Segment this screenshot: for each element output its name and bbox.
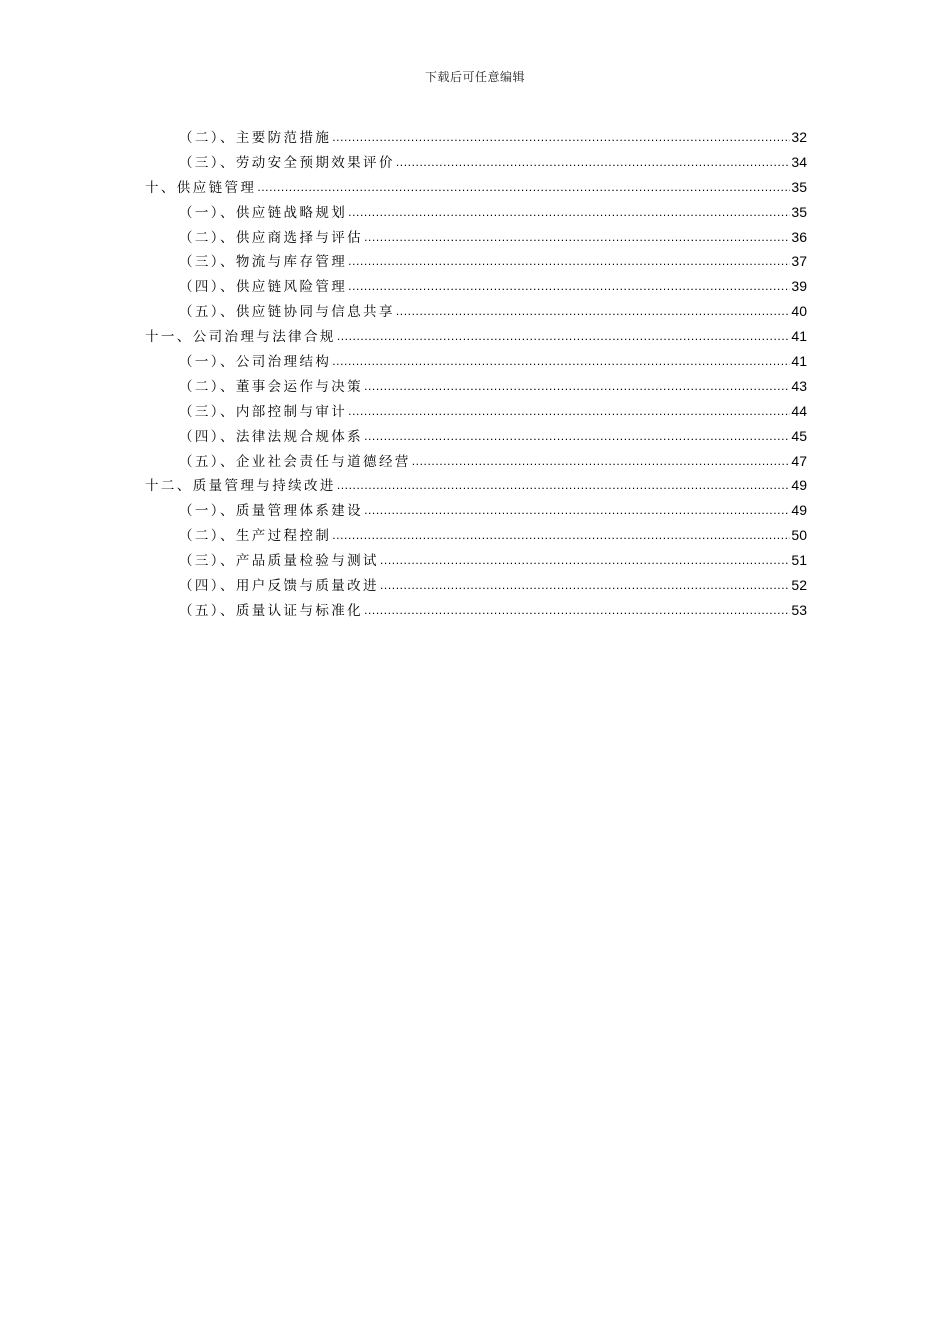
toc-section-entry[interactable] bbox=[145, 299, 807, 324]
toc-entry-page-number: 41 bbox=[791, 353, 807, 370]
table-of-contents bbox=[145, 125, 807, 623]
toc-dot-leader bbox=[332, 125, 790, 150]
toc-entry-page-number: 51 bbox=[791, 552, 807, 569]
toc-entry-page-number: 39 bbox=[791, 278, 807, 295]
toc-dot-leader bbox=[337, 473, 791, 498]
toc-section-entry[interactable] bbox=[145, 449, 807, 474]
toc-dot-leader bbox=[380, 548, 790, 573]
toc-entry-title: （一）、供应链战略规划 bbox=[179, 204, 348, 221]
toc-section-entry[interactable] bbox=[145, 523, 807, 548]
toc-entry-title: 十一、公司治理与法律合规 bbox=[145, 329, 336, 346]
toc-entry-page-number: 49 bbox=[791, 502, 807, 519]
toc-section-entry[interactable] bbox=[145, 249, 807, 274]
toc-entry-title: （二）、董事会运作与决策 bbox=[179, 378, 364, 395]
toc-dot-leader bbox=[257, 175, 790, 200]
toc-entry-page-number: 47 bbox=[791, 452, 807, 469]
toc-dot-leader bbox=[364, 598, 790, 623]
toc-entry-title: （一）、质量管理体系建设 bbox=[179, 503, 364, 520]
toc-entry-page-number: 43 bbox=[791, 377, 807, 394]
toc-chapter-entry[interactable] bbox=[145, 175, 807, 200]
toc-entry-title: （二）、供应商选择与评估 bbox=[179, 229, 364, 246]
toc-section-entry[interactable] bbox=[145, 200, 807, 225]
toc-section-entry[interactable] bbox=[145, 598, 807, 623]
toc-section-entry[interactable] bbox=[145, 374, 807, 399]
toc-entry-title: （三）、内部控制与审计 bbox=[179, 403, 348, 420]
toc-entry-title: （四）、用户反馈与质量改进 bbox=[179, 578, 379, 595]
toc-section-entry[interactable] bbox=[145, 498, 807, 523]
toc-entry-title: 十、供应链管理 bbox=[145, 179, 257, 196]
toc-entry-title: （四）、供应链风险管理 bbox=[179, 279, 348, 296]
toc-entry-page-number: 35 bbox=[791, 178, 807, 195]
toc-entry-title: （三）、物流与库存管理 bbox=[179, 254, 348, 271]
toc-entry-page-number: 50 bbox=[791, 527, 807, 544]
toc-section-entry[interactable] bbox=[145, 225, 807, 250]
toc-dot-leader bbox=[364, 498, 790, 523]
toc-section-entry[interactable] bbox=[145, 573, 807, 598]
toc-entry-page-number: 32 bbox=[791, 129, 807, 145]
toc-entry-page-number: 35 bbox=[791, 203, 807, 220]
toc-dot-leader bbox=[348, 200, 790, 225]
toc-entry-page-number: 34 bbox=[791, 153, 807, 170]
toc-dot-leader bbox=[337, 324, 791, 349]
toc-dot-leader bbox=[396, 150, 791, 175]
page-header: 下载后可任意编辑 bbox=[424, 70, 525, 84]
toc-entry-title: （五）、质量认证与标准化 bbox=[179, 602, 364, 619]
toc-entry-title: （二）、主要防范措施 bbox=[179, 130, 332, 146]
toc-section-entry[interactable] bbox=[145, 150, 807, 175]
toc-section-entry[interactable] bbox=[145, 548, 807, 573]
toc-dot-leader bbox=[348, 274, 790, 299]
toc-section-entry[interactable] bbox=[145, 399, 807, 424]
toc-entry-page-number: 36 bbox=[791, 228, 807, 245]
toc-dot-leader bbox=[332, 523, 790, 548]
toc-entry-page-number: 41 bbox=[791, 328, 807, 345]
toc-entry-title: （二）、生产过程控制 bbox=[179, 528, 332, 545]
toc-section-entry[interactable] bbox=[145, 125, 807, 150]
toc-entry-page-number: 44 bbox=[791, 402, 807, 419]
toc-entry-title: （三）、劳动安全预期效果评价 bbox=[179, 154, 395, 171]
toc-chapter-entry[interactable] bbox=[145, 324, 807, 349]
toc-entry-page-number: 49 bbox=[791, 477, 807, 494]
toc-dot-leader bbox=[380, 573, 790, 598]
toc-entry-page-number: 52 bbox=[791, 577, 807, 594]
toc-entry-page-number: 45 bbox=[791, 427, 807, 444]
toc-entry-page-number: 40 bbox=[791, 303, 807, 320]
toc-dot-leader bbox=[332, 349, 790, 374]
toc-dot-leader bbox=[348, 399, 790, 424]
toc-section-entry[interactable] bbox=[145, 424, 807, 449]
toc-chapter-entry[interactable] bbox=[145, 473, 807, 498]
toc-entry-title: （一）、公司治理结构 bbox=[179, 354, 332, 371]
toc-entry-title: （三）、产品质量检验与测试 bbox=[179, 553, 379, 570]
toc-dot-leader bbox=[396, 299, 791, 324]
toc-entry-title: （四）、法律法规合规体系 bbox=[179, 428, 364, 445]
toc-dot-leader bbox=[364, 374, 790, 399]
toc-section-entry[interactable] bbox=[145, 274, 807, 299]
toc-section-entry[interactable] bbox=[145, 349, 807, 374]
toc-entry-title: （五）、供应链协同与信息共享 bbox=[179, 304, 395, 321]
toc-dot-leader bbox=[412, 449, 791, 474]
toc-dot-leader bbox=[348, 249, 790, 274]
toc-entry-page-number: 37 bbox=[791, 253, 807, 270]
toc-entry-page-number: 53 bbox=[791, 601, 807, 618]
toc-dot-leader bbox=[364, 424, 790, 449]
toc-entry-title: （五）、企业社会责任与道德经营 bbox=[179, 453, 411, 470]
toc-dot-leader bbox=[364, 225, 790, 250]
toc-entry-title: 十二、质量管理与持续改进 bbox=[145, 478, 336, 495]
